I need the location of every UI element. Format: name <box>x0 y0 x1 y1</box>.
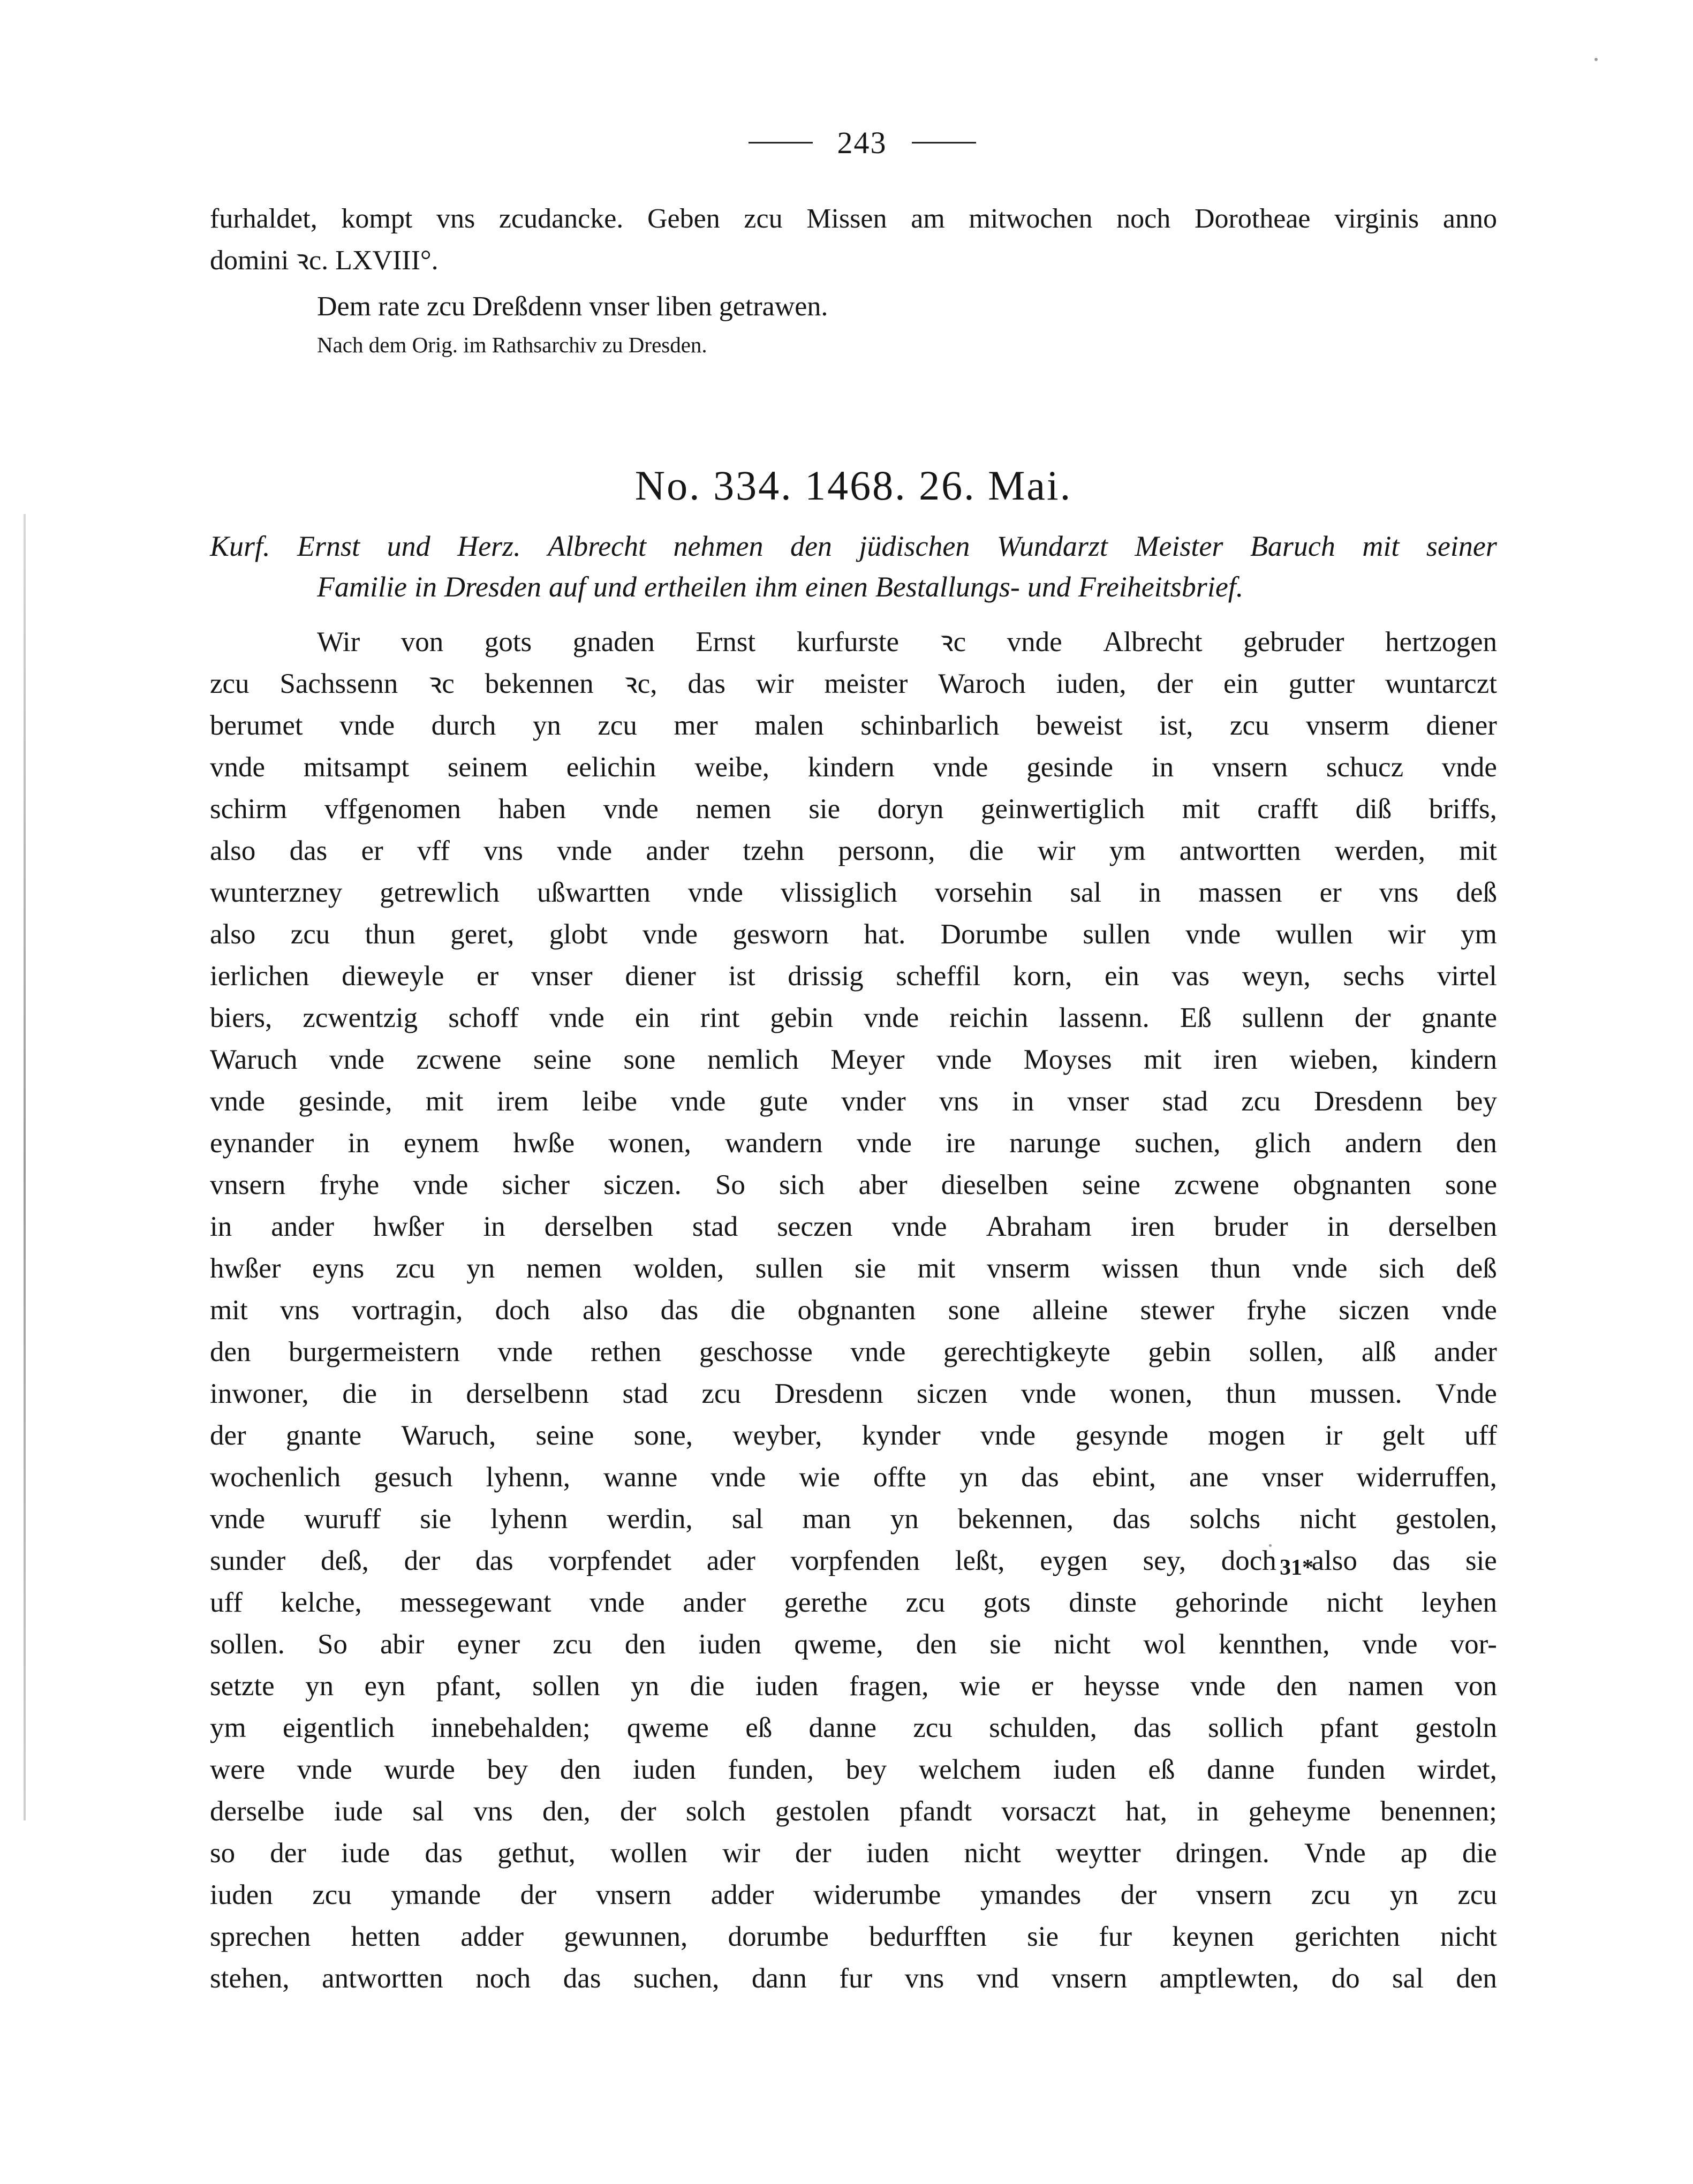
text-line: vnde gesinde, mit irem leibe vnde gute vnder vns in vnser stad zcu Dresdenn bey <box>210 1086 1497 1117</box>
text-line: Waruch vnde zcwene seine sone nemlich Meyer vnde Moyses mit iren wieben, kindern <box>210 1044 1497 1075</box>
source-note-block <box>210 329 1497 361</box>
text-line: schirm vffgenomen haben vnde nemen sie doryn geinwertiglich mit crafft diß briffs, <box>210 794 1497 825</box>
text-line: sollen. So abir eyner zcu den iuden qweme, den sie nicht wol kennthen, vnde vor- <box>210 1629 1497 1660</box>
text-line: wunterzney getrewlich ußwartten vnde vlissiglich vorsehin sal in massen er vns deß <box>210 877 1497 908</box>
text-line: stehen, antwortten noch das suchen, dann fur vns vnd vnsern amptlewten, do sal den <box>210 1963 1497 1994</box>
text-line: berumet vnde durch yn zcu mer malen schinbarlich beweist ist, zcu vnserm diener <box>210 710 1497 741</box>
text-line: biers, zcwentzig schoff vnde ein rint gebin vnde reichin lassenn. Eß sullenn der gnante <box>210 1002 1497 1033</box>
text-line: sprechen hetten adder gewunnen, dorumbe bedurfften sie fur keynen gerichten nicht <box>210 1921 1497 1952</box>
text-line: Wir von gots gnaden Ernst kurfurste ꝛc vnde Albrecht gebruder hertzogen <box>317 626 1497 658</box>
text-line: Familie in Dresden auf und ertheilen ihm einen Bestallungs- und Freiheitsbrief. <box>317 571 1244 603</box>
address-line: Dem rate zcu Dreßdenn vnser liben getrawen. <box>317 291 828 322</box>
text-line: vnde mitsampt seinem eelichin weibe, kindern vnde gesinde in vnsern schucz vnde <box>210 752 1497 783</box>
text-line: eynander in eynem hwße wonen, wandern vnde ire narunge suchen, glich andern den <box>210 1128 1497 1159</box>
text-line: setzte yn eyn pfant, sollen yn die iuden fragen, wie er heysse vnde den namen von <box>210 1671 1497 1702</box>
running-header <box>723 121 1001 164</box>
page-number: 243 <box>837 125 887 160</box>
continuation-line: domini ꝛc. LXVIII°. <box>210 245 439 276</box>
text-line: derselbe iude sal vns den, der solch gestolen pfandt vorsaczt hat, in geheyme benennen; <box>210 1796 1497 1827</box>
text-line: ierlichen dieweyle er vnser diener ist drissig scheffil korn, ein vas weyn, sechs virtel <box>210 961 1497 992</box>
text-line: sunder deß, der das vorpfendet ader vorpfenden leßt, eygen sey, doch also das sie <box>210 1545 1497 1576</box>
continuation-line: furhaldet, kompt vns zcudancke. Geben zcu Missen am mitwochen noch Dorotheae virginis anno <box>210 203 1497 234</box>
text-line: vnsern fryhe vnde sicher siczen. So sich aber dieselben seine zcwene obgnanten sone <box>210 1169 1497 1200</box>
text-line: in ander hwßer in derselben stad seczen vnde Abraham iren bruder in derselben <box>210 1211 1497 1242</box>
continuation-text <box>210 198 1497 328</box>
text-line: also das er vff vns vnde ander tzehn personn, die wir ym antwortten werden, mit <box>210 835 1497 866</box>
signature-mark: 31* <box>1280 1555 1313 1580</box>
text-line: den burgermeistern vnde rethen geschosse vnde gerechtigkeyte gebin sollen, alß ander <box>210 1336 1497 1367</box>
text-line: ym eigentlich innebehalden; qweme eß danne zcu schulden, das sollich pfant gestoln <box>210 1712 1497 1743</box>
source-note: Nach dem Orig. im Rathsarchiv zu Dresden. <box>317 332 707 357</box>
text-line: uff kelche, messegewant vnde ander gerethe zcu gots dinste gehorinde nicht leyhen <box>210 1587 1497 1618</box>
header-rule-right <box>912 142 976 143</box>
text-line: Kurf. Ernst und Herz. Albrecht nehmen den jüdischen Wundarzt Meister Baruch mit seiner <box>210 530 1497 562</box>
header-rule-left <box>749 142 813 143</box>
page-binding-edge <box>24 514 26 1820</box>
text-line: zcu Sachssenn ꝛc bekennen ꝛc, das wir meister Waroch iuden, der ein gutter wuntarczt <box>210 668 1497 699</box>
document-body <box>210 621 1497 1999</box>
text-line: also zcu thun geret, globt vnde gesworn hat. Dorumbe sullen vnde wullen wir ym <box>210 919 1497 950</box>
text-line: hwßer eyns zcu yn nemen wolden, sullen sie mit vnserm wissen thun vnde sich deß <box>210 1253 1497 1284</box>
text-line: vnde wuruff sie lyhenn werdin, sal man yn bekennen, das solchs nicht gestolen, <box>210 1503 1497 1535</box>
paper-speck <box>1594 58 1598 61</box>
text-line: so der iude das gethut, wollen wir der iuden nicht weytter dringen. Vnde ap die <box>210 1838 1497 1869</box>
document-title: No. 334. 1468. 26. Mai. <box>634 462 1072 509</box>
text-line: iuden zcu ymande der vnsern adder widerumbe ymandes der vnsern zcu yn zcu <box>210 1879 1497 1910</box>
text-line: wochenlich gesuch lyhenn, wanne vnde wie offte yn das ebint, ane vnser widerruffen, <box>210 1462 1497 1493</box>
text-line: inwoner, die in derselbenn stad zcu Dresdenn siczen vnde wonen, thun mussen. Vnde <box>210 1378 1497 1409</box>
text-line: mit vns vortragin, doch also das die obgnanten sone alleine stewer fryhe siczen vnde <box>210 1295 1497 1326</box>
document-summary <box>210 526 1497 607</box>
text-line: der gnante Waruch, seine sone, weyber, kynder vnde gesynde mogen ir gelt uff <box>210 1420 1497 1451</box>
text-line: were vnde wurde bey den iuden funden, bey welchem iuden eß danne funden wirdet, <box>210 1754 1497 1785</box>
